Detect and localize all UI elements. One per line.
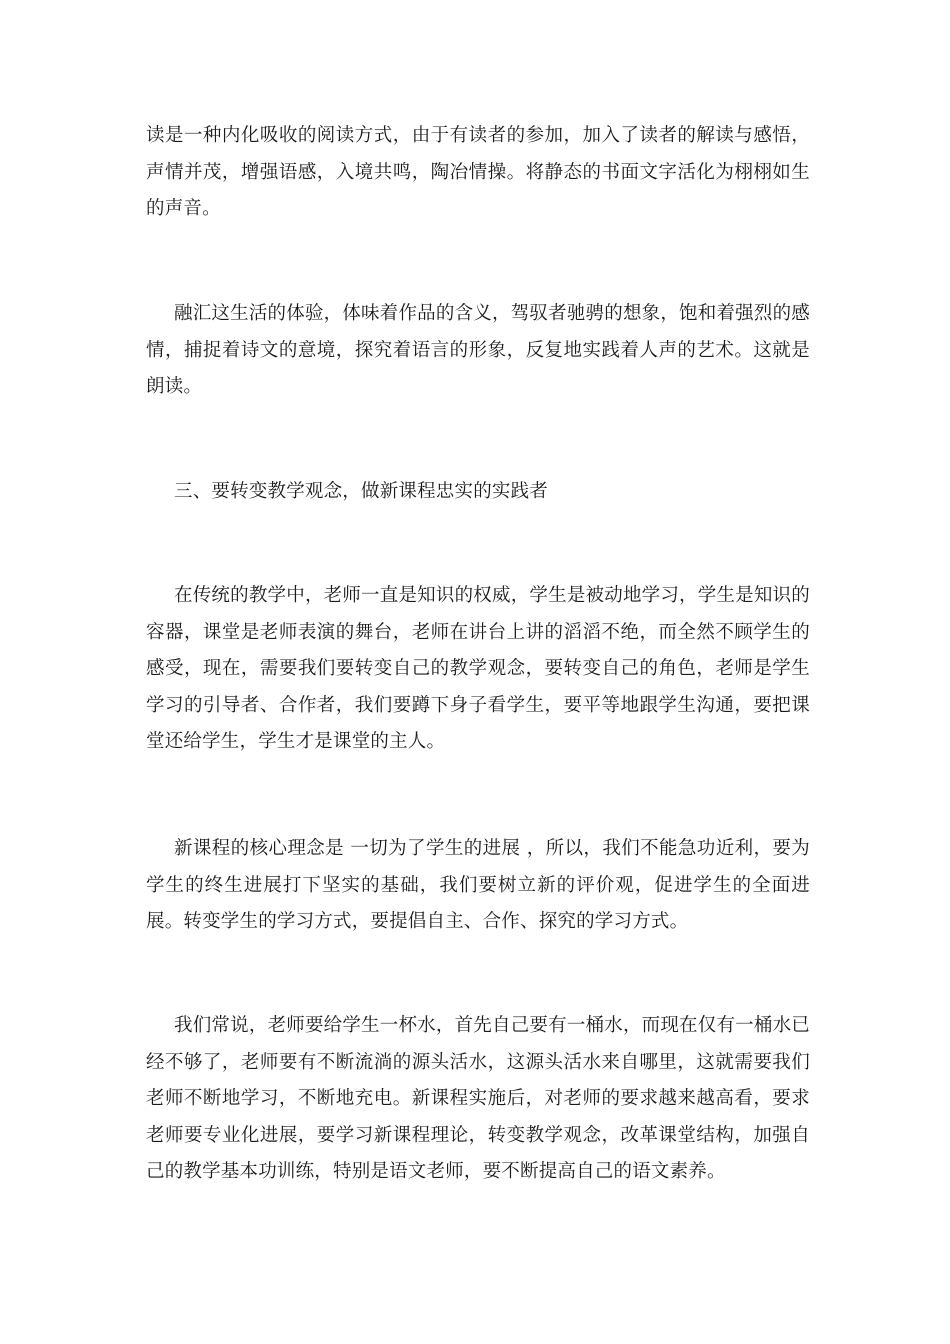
section-heading-three: 三、要转变教学观念，做新课程忠实的实践者 bbox=[174, 481, 549, 502]
paragraph-reading-method: 读是一种内化吸收的阅读方式，由于有读者的参加，加入了读者的解读与感悟，声情并茂，增强语感，入境共鸣，陶冶情操。将静态的书面文字活化为栩栩如生的声音。 bbox=[146, 125, 810, 219]
paragraph-traditional-teaching: 在传统的教学中，老师一直是知识的权威，学生是被动地学习，学生是知识的容器，课堂是老师表演的舞台，老师在讲台上讲的滔滔不绝，而全然不顾学生的感受，现在，需要我们要转变自己的教学观念，要转变自己的角色，老师是学生学习的引导者、合作者，我们要蹲下身子看学生，要平等地跟学生沟通，要把课堂还给学生，学生才是课堂的主人。 bbox=[146, 585, 810, 752]
paragraph-reading-aloud: 融汇这生活的体验，体味着作品的含义，驾驭者驰骋的想象，饱和着强烈的感情，捕捉着诗文的意境，探究着语言的形象，反复地实践着人声的艺术。这就是朗读。 bbox=[146, 303, 810, 397]
paragraph-core-concept: 新课程的核心理念是 一切为了学生的进展 ，所以，我们不能急功近利，要为学生的终生进展打下坚实的基础，我们要树立新的评价观，促进学生的全面进展。转变学生的学习方式，要提倡自主、合作、探究的学习方式。 bbox=[146, 838, 810, 932]
paragraph-teacher-learning: 我们常说，老师要给学生一杯水，首先自己要有一桶水，而现在仅有一桶水已经不够了，老师要有不断流淌的源头活水，这源头活水来自哪里，这就需要我们老师不断地学习，不断地充电。新课程实施后，对老师的要求越来越高看，要求老师要专业化进展，要学习新课程理论，转变教学观念，改革课堂结构，加强自己的教学基本功训练，特别是语文老师，要不断提高自己的语文素养。 bbox=[146, 1015, 810, 1182]
